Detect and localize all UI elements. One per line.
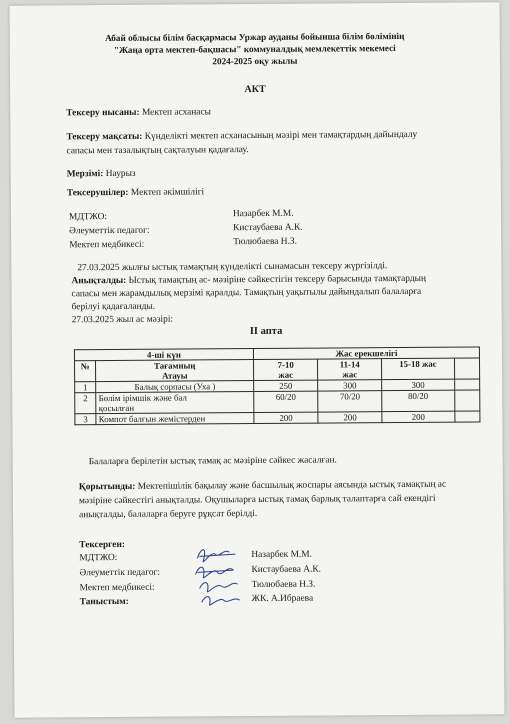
acquainted-name: ЖК. А.Ибраева (251, 593, 314, 605)
purpose-label: Тексеру мақсаты: (66, 131, 143, 143)
menu-table (74, 346, 481, 425)
signer-name-3: Тюлюбаева Н.З. (251, 579, 316, 591)
row-value-3: 80/20 (382, 390, 454, 412)
object-value: Мектеп асханасы (139, 107, 211, 118)
document-title: АКТ (244, 83, 266, 96)
row-dish-line-2: қосылған (98, 402, 135, 414)
dish-header-2: Атауы (162, 370, 188, 381)
row-value-2: 70/20 (318, 391, 382, 412)
row-empty (454, 379, 480, 390)
inspectors-line (67, 187, 204, 198)
empty-header-cell (454, 358, 480, 379)
object-line (66, 107, 211, 118)
row-num: 3 (75, 414, 96, 425)
signer-role-3: Мектеп медбикесі: (79, 582, 155, 594)
found-line-3: берілуі қадағаланды. (71, 301, 156, 313)
age-header-2 (318, 359, 382, 380)
intro-text: 27.03.2025 жылғы ыстық тамақтың күнделікті сынамасын тексеру жүргізілді. (77, 261, 388, 274)
menu-date: 27.03.2025 жыл ас мәзірі: (71, 314, 174, 326)
conclusion-line-3: анықталды, балаларға беруге рұқсат берілді. (79, 509, 258, 521)
dish-header (96, 360, 254, 382)
object-label: Тексеру нысаны: (66, 107, 140, 119)
age-header-2a: 11-14 (339, 359, 360, 370)
table-row (75, 411, 480, 425)
header-line-3: 2024-2025 оқу жылы (212, 55, 298, 67)
row-value-2: 300 (318, 380, 382, 391)
term-line (67, 169, 136, 179)
purpose-line-2: сапасы мен тазалықтың сақталуын қадағалау. (66, 145, 249, 157)
conclusion-label: Қорытынды: (78, 481, 136, 493)
age-header-2b: жас (342, 369, 358, 380)
row-dish (96, 392, 254, 414)
conclusion-value: Мектепішілік бақылау және басшылық жоспары аясында ыстық тамақтың ас (135, 479, 447, 492)
age-group-header: Жас ерекшелігі (253, 347, 479, 360)
row-value-2: 200 (318, 412, 382, 423)
committee-role-1: МДТЖО: (68, 212, 108, 223)
header-line-1: Абай облысы білім басқармасы Уржар ауданы бойынша білім бөлімінің (105, 30, 405, 44)
signer-name-1: Назарбек М.М. (251, 549, 312, 561)
found-line-2: сапасы мен жарамдылық мерзімі қаралды. Тамақтың уақытылы дайындалып балаларға (71, 286, 422, 300)
found-line-1 (71, 274, 426, 286)
committee-name-3: Тюлюбаева Н.З. (233, 236, 297, 248)
inspectors-value: Мектеп әкімшілігі (128, 187, 205, 198)
row-value-1: 60/20 (254, 391, 318, 412)
row-value-3: 200 (382, 411, 454, 423)
conclusion-line-1 (79, 480, 446, 493)
row-empty (454, 411, 480, 422)
week-label: II апта (249, 325, 283, 338)
row-value-3: 300 (382, 379, 454, 391)
age-header-1 (254, 359, 318, 380)
row-dish: Компот балғын жемістерден (96, 413, 254, 425)
found-label: Анықталды: (71, 275, 127, 287)
row-value-1: 200 (254, 412, 318, 423)
signer-role-1: МДТЖО: (79, 552, 118, 564)
committee-name-2: Кистаубаева А.К. (233, 222, 303, 234)
signer-name-2: Кистаубаева А.К. (251, 564, 322, 576)
purpose-line-1 (66, 130, 417, 142)
dish-header-1: Тағамның (154, 360, 196, 371)
row-empty (454, 390, 480, 411)
row-value-1: 250 (254, 380, 318, 391)
row-dish: Балық сорпасы (Уха ) (96, 381, 254, 393)
signer-role-2: Әлеуметтік педагог: (79, 567, 160, 579)
purpose-value: Күнделікті мектеп асханасының мәзірі мен тамақтардың дайындалу (142, 129, 418, 142)
term-value: Наурыз (103, 168, 136, 180)
row-dish-line-1: Бөлім ірімшік және бал (98, 392, 187, 404)
age-header-1a: 7-10 (277, 359, 294, 370)
term-label: Мерзімі: (66, 169, 104, 180)
conclusion-line-2: мәзіріне сәйкестігі анықталды. Оқушыларға ыстық тамақ барлық талаптарға сай екендігі (78, 493, 436, 507)
after-table-text: Балаларға берілетін ыстық тамақ ас мәзіріне сәйкес жасалған. (88, 455, 337, 468)
header-line-2: "Жаңа орта мектеп-бақшасы" коммуналдық мемлекеттік мекемесі (113, 43, 396, 55)
found-value: Ыстық тамақтың ас- мәзіріне сәйкестігін тексеру барысында тамақтардың (126, 273, 426, 286)
inspectors-label: Тексерушілер: (66, 187, 129, 199)
day-header: 4-ші күн (74, 349, 253, 361)
table-row (75, 390, 480, 414)
age-header-3: 15-18 жас (382, 358, 454, 380)
table-header-row-2 (75, 358, 480, 382)
age-header-1b: жас (278, 369, 294, 380)
committee-name-1: Назарбек М.М. (232, 208, 294, 220)
row-num: 2 (75, 393, 97, 414)
handwritten-signatures (189, 542, 249, 612)
num-header: № (75, 361, 97, 382)
acquainted-label: Таныстым: (79, 596, 129, 608)
committee-role-3: Мектеп медбикесі: (69, 239, 145, 251)
committee-role-2: Әлеуметтік педагог: (69, 225, 150, 237)
checked-label: Тексерген: (79, 539, 126, 551)
row-num: 1 (75, 382, 96, 393)
document-page (10, 2, 505, 717)
